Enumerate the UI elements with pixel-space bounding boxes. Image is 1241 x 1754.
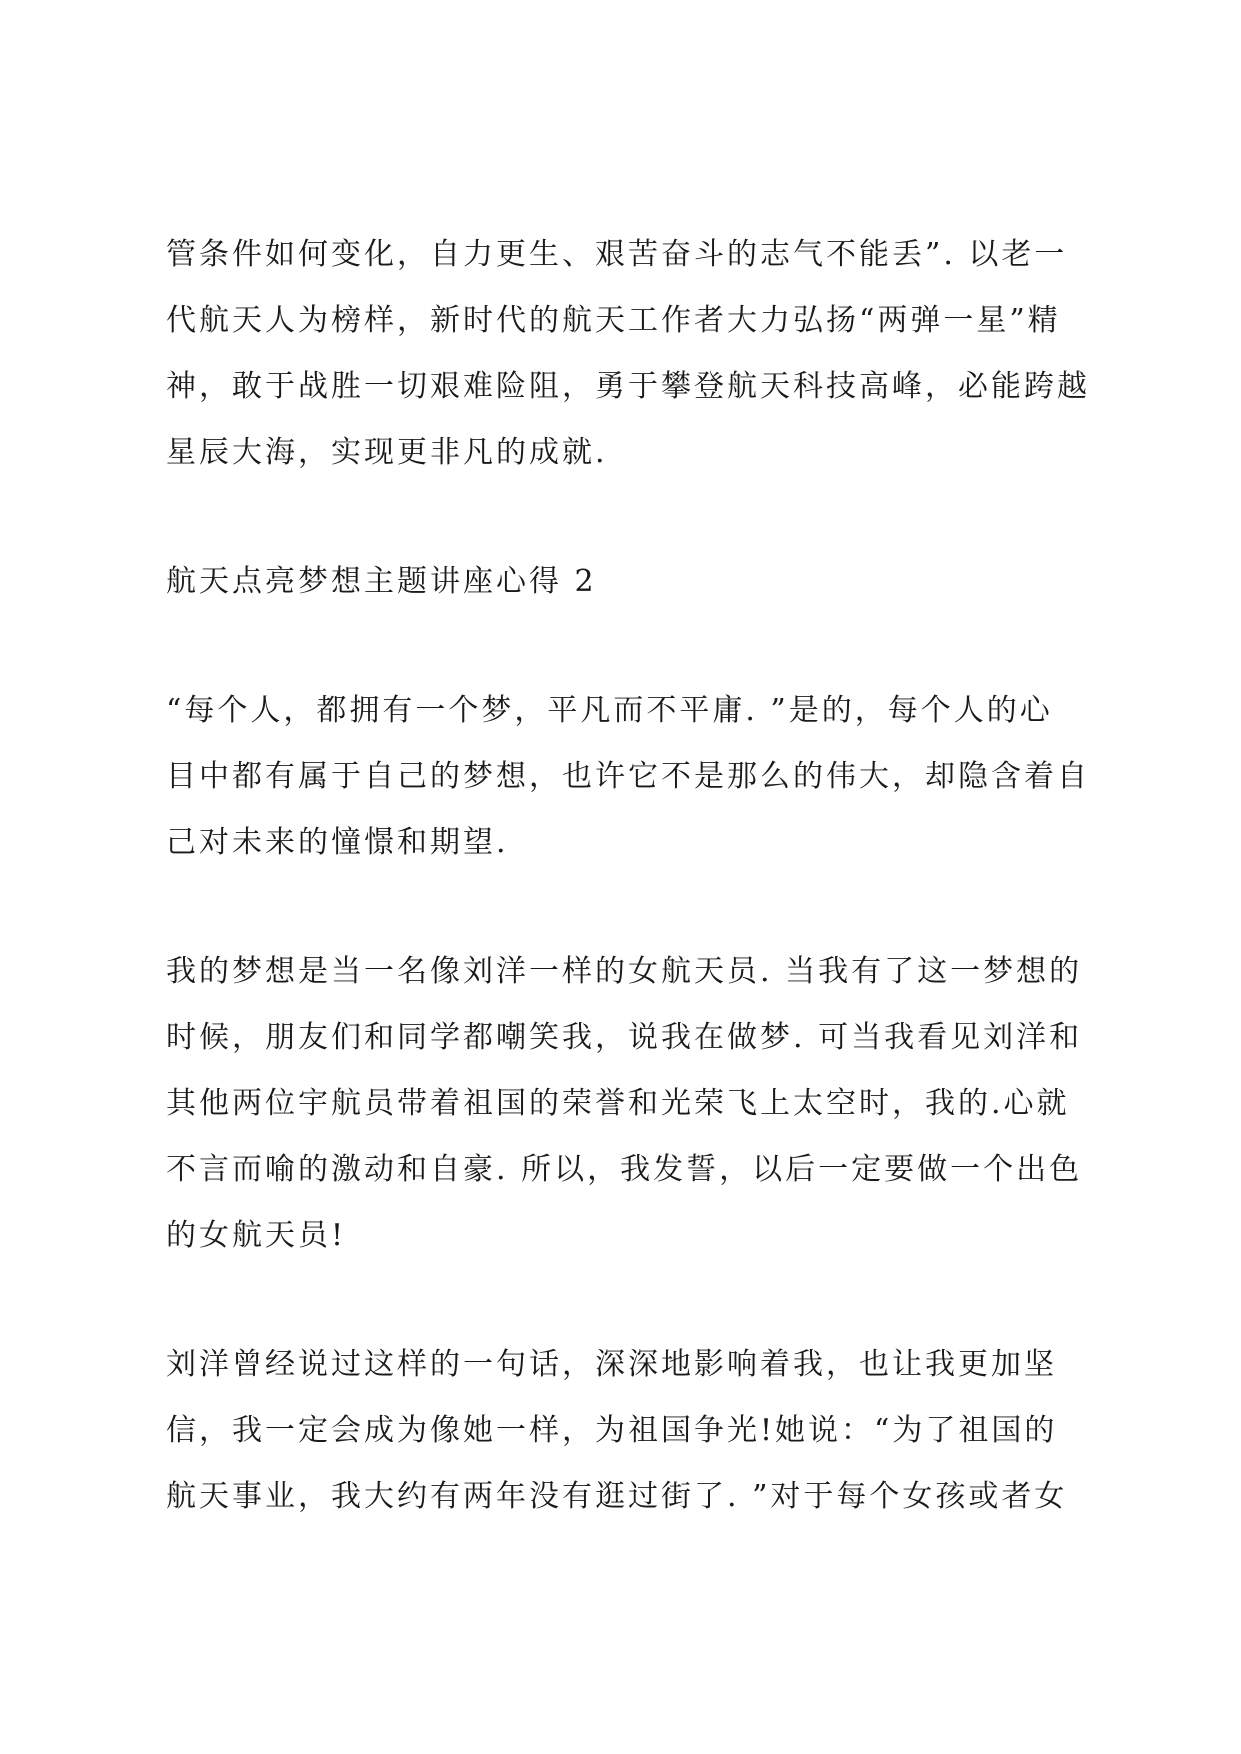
paragraph-2 — [166, 678, 1096, 876]
paragraph-gap — [166, 876, 1096, 939]
text-line: 神，敢于战胜一切艰难险阻，勇于攀登航天科技高峰，必能跨越 — [166, 369, 1090, 404]
paragraph-gap — [166, 486, 1096, 549]
text-line: 刘洋曾经说过这样的一句话，深深地影响着我，也让我更加坚 — [166, 1347, 1057, 1382]
text-line: 其他两位宇航员带着祖国的荣誉和光荣飞上太空时，我的.心就 — [166, 1086, 1070, 1121]
text-line: 航天事业，我大约有两年没有逛过街了. ”对于每个女孩或者女 — [166, 1479, 1068, 1514]
text-line: 的女航天员! — [166, 1218, 347, 1253]
text-line: “每个人，都拥有一个梦，平凡而不平庸. ”是的，每个人的心 — [166, 693, 1053, 728]
paragraph-1 — [166, 222, 1096, 486]
text-line: 信，我一定会成为像她一样，为祖国争光!她说：“为了祖国的 — [166, 1413, 1058, 1448]
text-line: 不言而喻的激动和自豪. 所以，我发誓，以后一定要做一个出色 — [166, 1152, 1083, 1187]
text-line: 己对未来的憧憬和期望. — [166, 825, 509, 860]
paragraph-gap — [166, 615, 1096, 678]
paragraph-4 — [166, 1332, 1096, 1530]
text-line: 我的梦想是当一名像刘洋一样的女航天员. 当我有了这一梦想的 — [166, 954, 1083, 989]
document-body — [166, 222, 1096, 1530]
text-line: 管条件如何变化，自力更生、艰苦奋斗的志气不能丢”. 以老一 — [166, 237, 1068, 272]
paragraph-gap — [166, 1269, 1096, 1332]
paragraph-3 — [166, 939, 1096, 1269]
section-heading: 航天点亮梦想主题讲座心得 2 — [166, 564, 597, 599]
text-line: 代航天人为榜样，新时代的航天工作者大力弘扬“两弹一星”精 — [166, 303, 1061, 338]
text-line: 时候，朋友们和同学都嘲笑我，说我在做梦. 可当我看见刘洋和 — [166, 1020, 1083, 1055]
text-line: 目中都有属于自己的梦想，也许它不是那么的伟大，却隐含着自 — [166, 759, 1090, 794]
text-line: 星辰大海，实现更非凡的成就. — [166, 435, 608, 470]
